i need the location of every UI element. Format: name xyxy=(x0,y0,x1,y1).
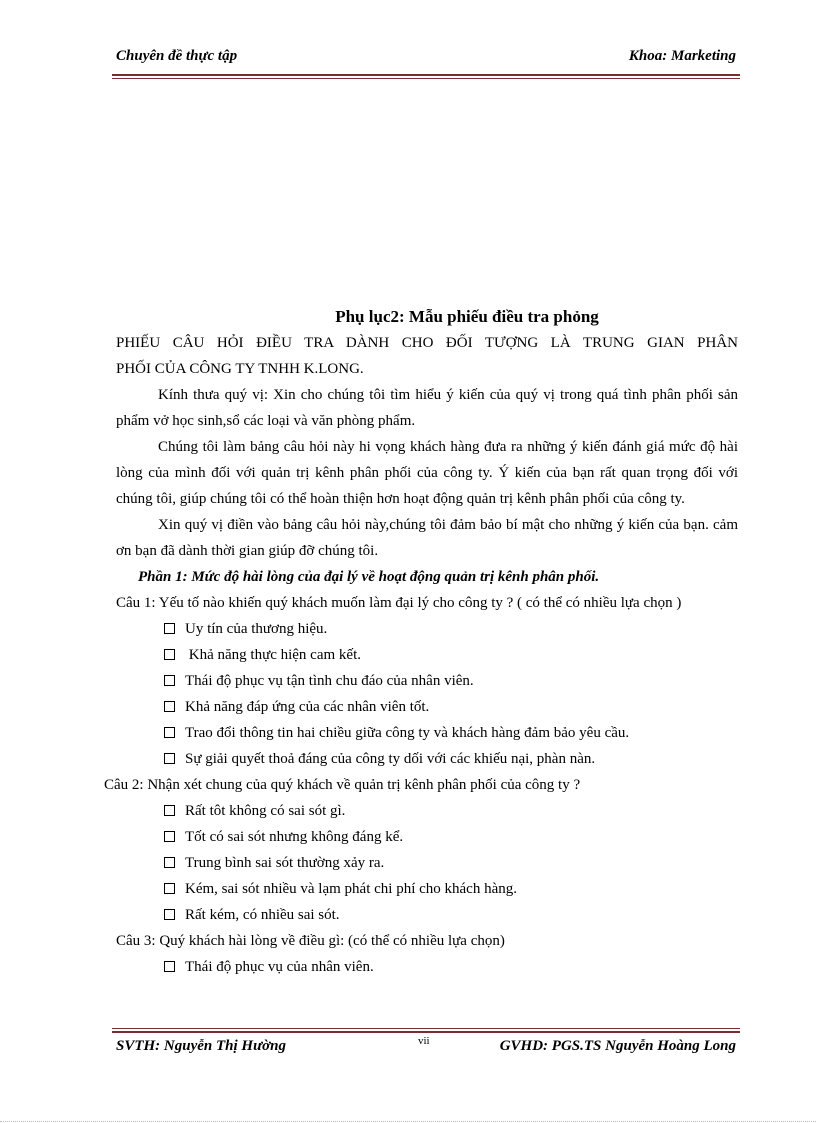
header-right: Khoa: Marketing xyxy=(628,48,736,64)
form-title-line-2: PHỐI CỦA CÔNG TY TNHH K.LONG. xyxy=(116,361,364,377)
paragraph-request: Xin quý vị điền vào bảng câu hỏi này,chúng tôi đảm bảo bí mật cho những ý kiến của bạn. cảm ơn bạn đã dành thời gian giúp đỡ chúng tôi. xyxy=(116,517,738,559)
footer-rule xyxy=(112,1028,740,1033)
q2-option[interactable]: Kém, sai sót nhiều và lạm phát chi phí cho khách hàng. xyxy=(116,876,738,902)
checkbox-icon[interactable] xyxy=(164,805,175,816)
question-1: Câu 1: Yếu tố nào khiến quý khách muốn làm đại lý cho công ty ? ( có thể có nhiều lựa chọn ) xyxy=(116,595,682,611)
page-edge-divider xyxy=(0,1121,816,1122)
checkbox-icon[interactable] xyxy=(164,961,175,972)
document-body xyxy=(104,304,738,980)
q1-option[interactable]: Trao đổi thông tin hai chiều giữa công ty và khách hàng đảm bảo yêu cầu. xyxy=(116,720,738,746)
q1-option[interactable]: Thái độ phục vụ tận tình chu đáo của nhân viên. xyxy=(116,668,738,694)
checkbox-icon[interactable] xyxy=(164,909,175,920)
form-title-line-1: PHIẾU CÂU HỎI ĐIỀU TRA DÀNH CHO ĐỐI TƯỢNG LÀ TRUNG GIAN PHÂN xyxy=(116,335,738,351)
q2-option[interactable]: Rất kém, có nhiều sai sót. xyxy=(116,902,738,928)
q1-option[interactable]: Khả năng đáp ứng của các nhân viên tốt. xyxy=(116,694,738,720)
q2-option[interactable]: Tốt có sai sót nhưng không đáng kể. xyxy=(116,824,738,850)
checkbox-icon[interactable] xyxy=(164,649,175,660)
checkbox-icon[interactable] xyxy=(164,831,175,842)
footer-right: GVHD: PGS.TS Nguyễn Hoàng Long xyxy=(499,1038,736,1054)
checkbox-icon[interactable] xyxy=(164,883,175,894)
q1-option[interactable]: Sự giải quyết thoả đáng của công ty dối với các khiếu nại, phàn nàn. xyxy=(116,746,738,772)
checkbox-icon[interactable] xyxy=(164,623,175,634)
footer-left: SVTH: Nguyễn Thị Hường xyxy=(116,1038,286,1054)
header-rule xyxy=(112,74,740,79)
checkbox-icon[interactable] xyxy=(164,701,175,712)
question-2: Câu 2: Nhận xét chung của quý khách về quản trị kênh phân phối của công ty ? xyxy=(104,777,581,793)
q2-option[interactable]: Rất tôt không có sai sót gì. xyxy=(116,798,738,824)
q2-option[interactable]: Trung bình sai sót thường xảy ra. xyxy=(116,850,738,876)
header-left: Chuyên đề thực tập xyxy=(116,48,238,64)
paragraph-purpose: Chúng tôi làm bảng câu hỏi này hi vọng khách hàng đưa ra những ý kiến đánh giá mức độ hài lòng của mình đối với quản trị kênh phân phối của công ty. Ý kiến của bạn rất quan trọng đối với chúng tôi, giúp chúng tôi có thể hoàn thiện hơn hoạt động quản trị kênh phân phối của công ty. xyxy=(116,439,738,507)
part-1-heading: Phần 1: Mức độ hài lòng của đại lý về hoạt động quản trị kênh phân phối. xyxy=(138,569,600,585)
checkbox-icon[interactable] xyxy=(164,753,175,764)
checkbox-icon[interactable] xyxy=(164,727,175,738)
question-3: Câu 3: Quý khách hài lòng về điều gì: (có thể có nhiều lựa chọn) xyxy=(116,933,505,949)
checkbox-icon[interactable] xyxy=(164,675,175,686)
page-number: vii xyxy=(418,1035,430,1047)
q1-option[interactable]: Uy tín của thương hiệu. xyxy=(116,616,738,642)
q1-option[interactable]: Khả năng thực hiện cam kết. xyxy=(116,642,738,668)
checkbox-icon[interactable] xyxy=(164,857,175,868)
q3-option[interactable]: Thái độ phục vụ của nhân viên. xyxy=(116,954,738,980)
paragraph-greeting: Kính thưa quý vị: Xin cho chúng tôi tìm hiểu ý kiến của quý vị trong quá tình phân phối sản phẩm vở học sinh,sổ các loại và văn phòng phẩm. xyxy=(116,387,738,429)
page-title: Phụ lục2: Mẫu phiếu điều tra phỏng xyxy=(335,307,599,326)
